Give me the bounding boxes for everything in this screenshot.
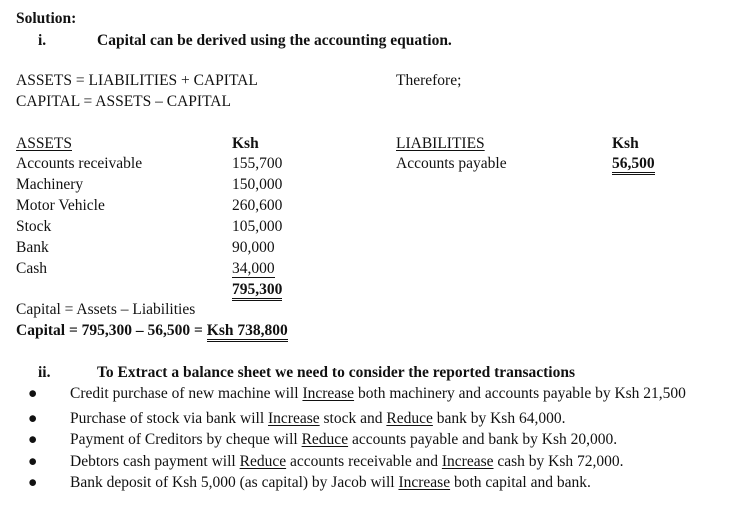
asset-amount: 34,000 (232, 260, 275, 277)
capital-formula: Capital = Assets – Liabilities (16, 301, 196, 318)
liabilities-header: LIABILITIES (396, 135, 485, 152)
bullet-icon: ● (28, 385, 38, 402)
assets-header: ASSETS (16, 135, 72, 152)
liabilities-currency-header: Ksh (612, 135, 639, 152)
list-item: ● Debtors cash payment will Reduce accounts receivable and Increase cash by Ksh 72,000. (28, 452, 728, 473)
capital-calc-prefix: Capital = 795,300 – 56,500 = (16, 322, 207, 339)
capital-calculation (16, 322, 288, 342)
list-item: ● Bank deposit of Ksh 5,000 (as capital) by Jacob will Increase both capital and bank. (28, 473, 728, 494)
part-ii-text: To Extract a balance sheet we need to consider the reported transactions (97, 364, 576, 381)
bullet-icon: ● (28, 452, 38, 470)
asset-label: Machinery (16, 176, 84, 193)
capital-result: Ksh 738,800 (207, 322, 288, 342)
part-ii-number: ii. (38, 364, 51, 381)
asset-label: Accounts receivable (16, 155, 143, 172)
list-item: ● Purchase of stock via bank will Increase stock and Reduce bank by Ksh 64,000. (28, 409, 728, 430)
assets-labels (16, 153, 142, 279)
asset-amount: 155,700 (232, 155, 283, 172)
bullet-icon: ● (28, 474, 38, 491)
equation-line-2: CAPITAL = ASSETS – CAPITAL (16, 93, 231, 110)
assets-amounts (232, 153, 282, 279)
assets-currency-header: Ksh (232, 135, 259, 152)
asset-label: Cash (16, 260, 47, 277)
transactions-list (28, 384, 728, 494)
bullet-icon: ● (28, 409, 38, 427)
asset-label: Motor Vehicle (16, 197, 105, 214)
therefore-text: Therefore; (396, 72, 462, 89)
asset-amount: 90,000 (232, 239, 275, 256)
equation-line-1: ASSETS = LIABILITIES + CAPITAL (16, 72, 258, 89)
list-item: ● Credit purchase of new machine will Increase both machinery and accounts payable by Ksh 21,500 (28, 384, 728, 405)
asset-label: Stock (16, 218, 52, 235)
list-item: ● Payment of Creditors by cheque will Reduce accounts payable and bank by Ksh 20,000. (28, 430, 728, 451)
asset-amount: 150,000 (232, 176, 283, 193)
liability-label: Accounts payable (396, 155, 507, 172)
asset-label: Bank (16, 239, 49, 256)
solution-heading: Solution: (16, 10, 77, 27)
asset-amount: 105,000 (232, 218, 283, 235)
assets-total: 795,300 (232, 281, 282, 301)
part-i-text: Capital can be derived using the accounting equation. (97, 32, 452, 49)
liability-amount: 56,500 (612, 155, 655, 175)
asset-amount: 260,600 (232, 197, 283, 214)
part-i-number: i. (38, 32, 47, 49)
bullet-icon: ● (28, 431, 38, 448)
